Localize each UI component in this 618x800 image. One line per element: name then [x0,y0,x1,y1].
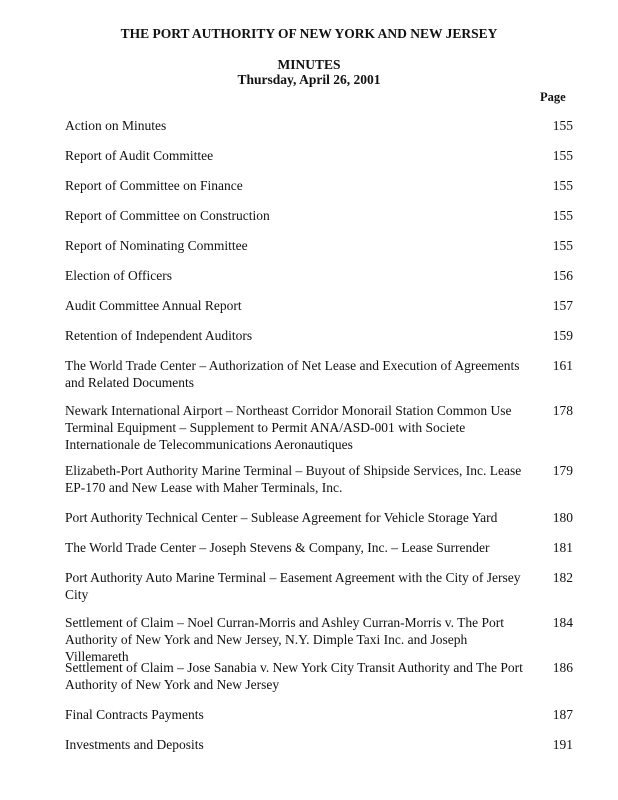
entry-page-number: 155 [552,178,573,193]
entry-page-number: 155 [552,148,573,163]
entry-title: The World Trade Center – Authorization of Net Lease and Execution of Agreements and Related Documents [65,358,520,390]
entry-title: Report of Nominating Committee [65,238,248,253]
entry-title: Elizabeth-Port Authority Marine Terminal – Buyout of Shipside Services, Inc. Lease EP-170 and New Lease with Maher Terminals, Inc. [65,463,522,495]
entry-title: Report of Committee on Construction [65,208,270,223]
index-entry [65,706,573,723]
index-entry [65,402,573,453]
entry-title: Final Contracts Payments [65,707,204,722]
page-column-header: Page [540,90,566,104]
entry-page-number: 186 [552,660,573,675]
index-entry [65,327,573,344]
entry-title: Settlement of Claim – Noel Curran-Morris and Ashley Curran-Morris v. The Port Authority of New York and New Jersey, N.Y. Dimple Taxi Inc. and Joseph Villemareth [65,615,505,664]
entry-page-number: 182 [552,570,573,585]
index-entry [65,659,573,693]
index-entry [65,237,573,254]
entry-page-number: 180 [552,510,573,525]
entry-page-number: 191 [552,737,573,752]
entry-title: Retention of Independent Auditors [65,328,253,343]
index-entry [65,614,573,665]
entry-title: Election of Officers [65,268,172,283]
index-entry [65,147,573,164]
index-entry [65,267,573,284]
index-entry [65,207,573,224]
entry-title: Settlement of Claim – Jose Sanabia v. New York City Transit Authority and The Port Authority of New York and New Jersey [65,660,523,692]
entry-page-number: 161 [552,358,573,373]
meeting-date: Thursday, April 26, 2001 [237,72,381,87]
minutes-heading: MINUTES [277,57,341,72]
entry-title: Investments and Deposits [65,737,204,752]
entry-page-number: 178 [552,403,573,418]
index-entry [65,736,573,753]
entry-title: The World Trade Center – Joseph Stevens & Company, Inc. – Lease Surrender [65,540,490,555]
index-entry [65,357,573,391]
index-entry [65,569,573,603]
entry-page-number: 155 [552,208,573,223]
index-entry [65,117,573,134]
entry-page-number: 179 [552,463,573,478]
entry-title: Newark International Airport – Northeast Corridor Monorail Station Common Use Terminal Equipment – Supplement to Permit ANA/ASD-001 with Societe Internationale de Telecommunications Aeronautiques [65,403,512,452]
entry-title: Audit Committee Annual Report [65,298,242,313]
index-entry [65,509,573,526]
entry-page-number: 156 [552,268,573,283]
entry-page-number: 157 [552,298,573,313]
entry-page-number: 187 [552,707,573,722]
entry-page-number: 184 [552,615,573,630]
entry-title: Action on Minutes [65,118,167,133]
entry-page-number: 155 [552,238,573,253]
entry-title: Port Authority Technical Center – Sublease Agreement for Vehicle Storage Yard [65,510,498,525]
entry-title: Report of Committee on Finance [65,178,243,193]
entry-page-number: 155 [552,118,573,133]
index-entry [65,297,573,314]
entry-page-number: 181 [552,540,573,555]
index-entry [65,177,573,194]
index-entry [65,539,573,556]
entry-page-number: 159 [552,328,573,343]
entry-title: Port Authority Auto Marine Terminal – Easement Agreement with the City of Jersey City [65,570,521,602]
index-entry [65,462,573,496]
organization-title: THE PORT AUTHORITY OF NEW YORK AND NEW JERSEY [120,26,498,41]
entry-title: Report of Audit Committee [65,148,214,163]
